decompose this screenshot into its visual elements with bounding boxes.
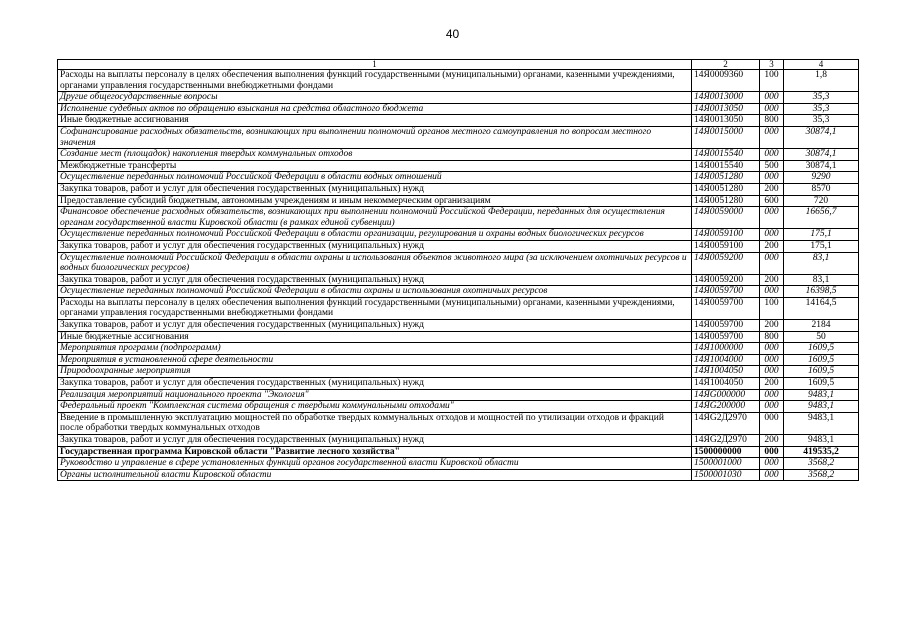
row-code-cell: 14Я0015540 (692, 160, 760, 172)
row-name-cell: Создание мест (площадок) накопления твердых коммунальных отходов (58, 149, 692, 161)
table-row (58, 126, 859, 148)
row-name-cell: Закупка товаров, работ и услуг для обеспечения государственных (муниципальных) нужд (58, 435, 692, 447)
row-type-cell: 200 (760, 240, 784, 252)
row-sum-cell: 1609,5 (784, 366, 859, 378)
row-name-cell: Закупка товаров, работ и услуг для обеспечения государственных (муниципальных) нужд (58, 378, 692, 390)
table-row (58, 240, 859, 252)
table-header-row (58, 60, 859, 70)
row-sum-cell: 419535,2 (784, 446, 859, 458)
row-name-cell: Руководство и управление в сфере установленных функций органов государственной власти Кировской области (58, 458, 692, 470)
row-name-cell: Софинансирование расходных обязательств, возникающих при выполнении полномочий органов местного самоуправления по вопросам местного значения (58, 126, 692, 148)
table-row (58, 320, 859, 332)
row-name-cell: Межбюджетные трансферты (58, 160, 692, 172)
row-type-cell: 000 (760, 103, 784, 115)
row-type-cell: 000 (760, 252, 784, 274)
row-name-cell: Закупка товаров, работ и услуг для обеспечения государственных (муниципальных) нужд (58, 240, 692, 252)
row-sum-cell: 83,1 (784, 252, 859, 274)
row-sum-cell: 16656,7 (784, 207, 859, 229)
table-row (58, 297, 859, 319)
row-code-cell: 14Я0051280 (692, 172, 760, 184)
row-type-cell: 800 (760, 331, 784, 343)
row-type-cell: 200 (760, 320, 784, 332)
table-row (58, 195, 859, 207)
row-name-cell: Природоохранные мероприятия (58, 366, 692, 378)
row-code-cell: 14Я0015000 (692, 126, 760, 148)
row-code-cell: 14Я0059200 (692, 252, 760, 274)
row-sum-cell: 1609,5 (784, 343, 859, 355)
table-body (58, 70, 859, 481)
row-type-cell: 000 (760, 149, 784, 161)
row-type-cell: 000 (760, 366, 784, 378)
table-row (58, 115, 859, 127)
table-row (58, 92, 859, 104)
row-code-cell: 14Я1004000 (692, 354, 760, 366)
row-sum-cell: 1,8 (784, 70, 859, 92)
row-name-cell: Расходы на выплаты персоналу в целях обеспечения выполнения функций государственными (муниципальными) органами, казенными учреждениями, органами управления государственными внебюджетными фондами (58, 297, 692, 319)
table-row (58, 183, 859, 195)
table-row (58, 252, 859, 274)
row-code-cell: 14Я0051280 (692, 195, 760, 207)
row-code-cell: 14ЯG000000 (692, 389, 760, 401)
row-type-cell: 500 (760, 160, 784, 172)
table-row (58, 354, 859, 366)
row-name-cell: Иные бюджетные ассигнования (58, 115, 692, 127)
row-code-cell: 1500000000 (692, 446, 760, 458)
row-type-cell: 000 (760, 126, 784, 148)
row-type-cell: 100 (760, 297, 784, 319)
row-code-cell: 14Я0009360 (692, 70, 760, 92)
row-sum-cell: 3568,2 (784, 458, 859, 470)
row-code-cell: 14Я0059700 (692, 286, 760, 298)
row-code-cell: 14ЯG200000 (692, 401, 760, 413)
row-code-cell: 14Я0059100 (692, 240, 760, 252)
row-type-cell: 000 (760, 412, 784, 434)
row-sum-cell: 1609,5 (784, 354, 859, 366)
row-code-cell: 14ЯG2Д2970 (692, 412, 760, 434)
row-name-cell: Финансовое обеспечение расходных обязательств, возникающих при выполнении полномочий Российской Федерации, переданных для осуществления органам государственной власти Кировской области (в рамках единой субвенции) (58, 207, 692, 229)
row-name-cell: Реализация мероприятий национального проекта "Экология" (58, 389, 692, 401)
row-type-cell: 200 (760, 274, 784, 286)
table-row (58, 389, 859, 401)
table-row (58, 366, 859, 378)
row-code-cell: 14Я0013050 (692, 103, 760, 115)
table-row (58, 70, 859, 92)
row-type-cell: 000 (760, 207, 784, 229)
row-sum-cell: 1609,5 (784, 378, 859, 390)
row-code-cell: 14Я0051280 (692, 183, 760, 195)
budget-table (57, 59, 859, 481)
row-type-cell: 000 (760, 401, 784, 413)
row-code-cell: 14Я0013000 (692, 92, 760, 104)
row-type-cell: 000 (760, 286, 784, 298)
row-type-cell: 600 (760, 195, 784, 207)
row-type-cell: 000 (760, 469, 784, 481)
row-code-cell: 14Я0059100 (692, 229, 760, 241)
row-type-cell: 200 (760, 435, 784, 447)
row-name-cell: Закупка товаров, работ и услуг для обеспечения государственных (муниципальных) нужд (58, 274, 692, 286)
row-code-cell: 14Я0059700 (692, 320, 760, 332)
row-sum-cell: 14164,5 (784, 297, 859, 319)
row-sum-cell: 30874,1 (784, 160, 859, 172)
row-name-cell: Органы исполнительной власти Кировской области (58, 469, 692, 481)
row-sum-cell: 9483,1 (784, 389, 859, 401)
table-row (58, 207, 859, 229)
table-row (58, 149, 859, 161)
row-code-cell: 14ЯG2Д2970 (692, 435, 760, 447)
row-sum-cell: 50 (784, 331, 859, 343)
table-row (58, 435, 859, 447)
row-sum-cell: 175,1 (784, 229, 859, 241)
row-type-cell: 000 (760, 446, 784, 458)
row-name-cell: Осуществление переданных полномочий Российской Федерации в области охраны и использования охотничьих ресурсов (58, 286, 692, 298)
table-row (58, 401, 859, 413)
row-type-cell: 000 (760, 343, 784, 355)
row-type-cell: 100 (760, 70, 784, 92)
row-name-cell: Предоставление субсидий бюджетным, автономным учреждениям и иным некоммерческим организациям (58, 195, 692, 207)
row-sum-cell: 35,3 (784, 92, 859, 104)
row-type-cell: 000 (760, 354, 784, 366)
row-code-cell: 14Я0059200 (692, 274, 760, 286)
row-type-cell: 000 (760, 229, 784, 241)
row-code-cell: 1500001030 (692, 469, 760, 481)
table-row (58, 469, 859, 481)
row-sum-cell: 35,3 (784, 103, 859, 115)
row-sum-cell: 175,1 (784, 240, 859, 252)
table-row (58, 160, 859, 172)
row-sum-cell: 3568,2 (784, 469, 859, 481)
table-row (58, 286, 859, 298)
row-name-cell: Введение в промышленную эксплуатацию мощностей по обработке твердых коммунальных отходов и мощностей по утилизации отходов и фракций после обработки твердых коммунальных отходов (58, 412, 692, 434)
row-name-cell: Мероприятия в установленной сфере деятельности (58, 354, 692, 366)
table-row (58, 458, 859, 470)
table-row (58, 172, 859, 184)
row-code-cell: 14Я0059700 (692, 297, 760, 319)
header-col-4: 4 (784, 60, 859, 70)
row-code-cell: 14Я1004050 (692, 366, 760, 378)
row-sum-cell: 83,1 (784, 274, 859, 286)
row-type-cell: 200 (760, 183, 784, 195)
row-code-cell: 14Я0013050 (692, 115, 760, 127)
row-code-cell: 14Я1000000 (692, 343, 760, 355)
table-row (58, 331, 859, 343)
row-sum-cell: 9483,1 (784, 435, 859, 447)
row-name-cell: Исполнение судебных актов по обращению взыскания на средства областного бюджета (58, 103, 692, 115)
row-sum-cell: 30874,1 (784, 126, 859, 148)
header-col-1: 1 (58, 60, 692, 70)
table-row (58, 274, 859, 286)
row-name-cell: Расходы на выплаты персоналу в целях обеспечения выполнения функций государственными (муниципальными) органами, казенными учреждениями, органами управления государственными внебюджетными фондами (58, 70, 692, 92)
row-sum-cell: 2184 (784, 320, 859, 332)
row-sum-cell: 8570 (784, 183, 859, 195)
row-sum-cell: 30874,1 (784, 149, 859, 161)
row-code-cell: 1500001000 (692, 458, 760, 470)
table-row (58, 446, 859, 458)
header-col-2: 2 (692, 60, 760, 70)
page-number: 40 (445, 27, 460, 41)
row-sum-cell: 9483,1 (784, 401, 859, 413)
row-code-cell: 14Я0015540 (692, 149, 760, 161)
row-name-cell: Закупка товаров, работ и услуг для обеспечения государственных (муниципальных) нужд (58, 183, 692, 195)
row-code-cell: 14Я0059700 (692, 331, 760, 343)
row-name-cell: Иные бюджетные ассигнования (58, 331, 692, 343)
table-row (58, 378, 859, 390)
row-type-cell: 000 (760, 172, 784, 184)
row-sum-cell: 16398,5 (784, 286, 859, 298)
row-sum-cell: 9290 (784, 172, 859, 184)
table-row (58, 412, 859, 434)
row-name-cell: Осуществление переданных полномочий Российской Федерации в области водных отношений (58, 172, 692, 184)
row-name-cell: Федеральный проект "Комплексная система обращения с твердыми коммунальными отходами" (58, 401, 692, 413)
row-sum-cell: 720 (784, 195, 859, 207)
table-row (58, 229, 859, 241)
row-name-cell: Мероприятия программ (подпрограмм) (58, 343, 692, 355)
row-code-cell: 14Я1004050 (692, 378, 760, 390)
row-name-cell: Государственная программа Кировской области "Развитие лесного хозяйства" (58, 446, 692, 458)
table-row (58, 343, 859, 355)
row-code-cell: 14Я0059000 (692, 207, 760, 229)
row-sum-cell: 35,3 (784, 115, 859, 127)
table-row (58, 103, 859, 115)
row-type-cell: 200 (760, 378, 784, 390)
row-name-cell: Закупка товаров, работ и услуг для обеспечения государственных (муниципальных) нужд (58, 320, 692, 332)
row-type-cell: 800 (760, 115, 784, 127)
row-type-cell: 000 (760, 458, 784, 470)
row-name-cell: Другие общегосударственные вопросы (58, 92, 692, 104)
row-type-cell: 000 (760, 389, 784, 401)
row-name-cell: Осуществление полномочий Российской Федерации в области охраны и использования объектов животного мира (за исключением охотничьих ресурсов и водных биологических ресурсов) (58, 252, 692, 274)
row-sum-cell: 9483,1 (784, 412, 859, 434)
row-name-cell: Осуществление переданных полномочий Российской Федерации в области организации, регулирования и охраны водных биологических ресурсов (58, 229, 692, 241)
header-col-3: 3 (760, 60, 784, 70)
row-type-cell: 000 (760, 92, 784, 104)
